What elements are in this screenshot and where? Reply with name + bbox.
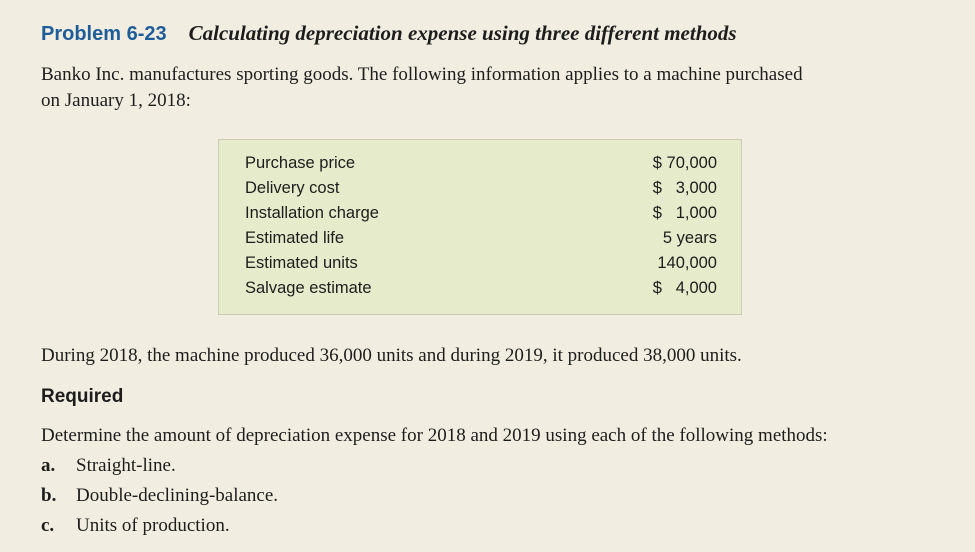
info-row-purchase-price bbox=[219, 151, 741, 176]
method-item-straight-line bbox=[41, 453, 176, 479]
list-marker: c. bbox=[41, 515, 55, 536]
info-label: Purchase price bbox=[245, 154, 356, 172]
info-value: 140,000 bbox=[657, 254, 717, 272]
info-row-estimated-life bbox=[219, 226, 741, 251]
list-marker: b. bbox=[41, 485, 57, 506]
intro-line: on January 1, 2018: bbox=[41, 90, 191, 111]
info-label: Delivery cost bbox=[245, 179, 340, 197]
problem-heading bbox=[41, 18, 737, 51]
info-value: $ 4,000 bbox=[652, 279, 717, 297]
info-label: Salvage estimate bbox=[245, 279, 372, 297]
intro-line: Banko Inc. manufactures sporting goods. The following information applies to a machine purchased bbox=[41, 64, 803, 85]
method-text: Straight-line. bbox=[76, 455, 176, 476]
instruction-paragraph: Determine the amount of depreciation expense for 2018 and 2019 using each of the following methods: bbox=[41, 425, 828, 446]
info-row-estimated-units bbox=[219, 251, 741, 276]
info-value: $ 70,000 bbox=[652, 154, 717, 172]
production-paragraph: During 2018, the machine produced 36,000 units and during 2019, it produced 38,000 units. bbox=[41, 345, 742, 366]
info-label: Estimated life bbox=[245, 229, 345, 247]
info-value: $ 3,000 bbox=[652, 179, 717, 197]
method-item-units-of-production bbox=[41, 513, 230, 539]
required-heading: Required bbox=[41, 386, 124, 407]
info-value: 5 years bbox=[662, 229, 717, 247]
intro-paragraph bbox=[41, 62, 941, 114]
info-row-salvage-estimate bbox=[219, 276, 741, 301]
list-marker: a. bbox=[41, 455, 56, 476]
method-text: Units of production. bbox=[76, 515, 230, 536]
machine-info-table bbox=[218, 139, 742, 315]
info-label: Estimated units bbox=[245, 254, 358, 272]
info-row-delivery-cost bbox=[219, 176, 741, 201]
info-row-installation-charge bbox=[219, 201, 741, 226]
problem-title: Calculating depreciation expense using three different methods bbox=[188, 21, 737, 45]
method-text: Double-declining-balance. bbox=[76, 485, 279, 506]
problem-number: Problem 6-23 bbox=[41, 23, 167, 45]
method-item-double-declining bbox=[41, 483, 278, 509]
info-value: $ 1,000 bbox=[652, 204, 717, 222]
info-label: Installation charge bbox=[245, 204, 379, 222]
